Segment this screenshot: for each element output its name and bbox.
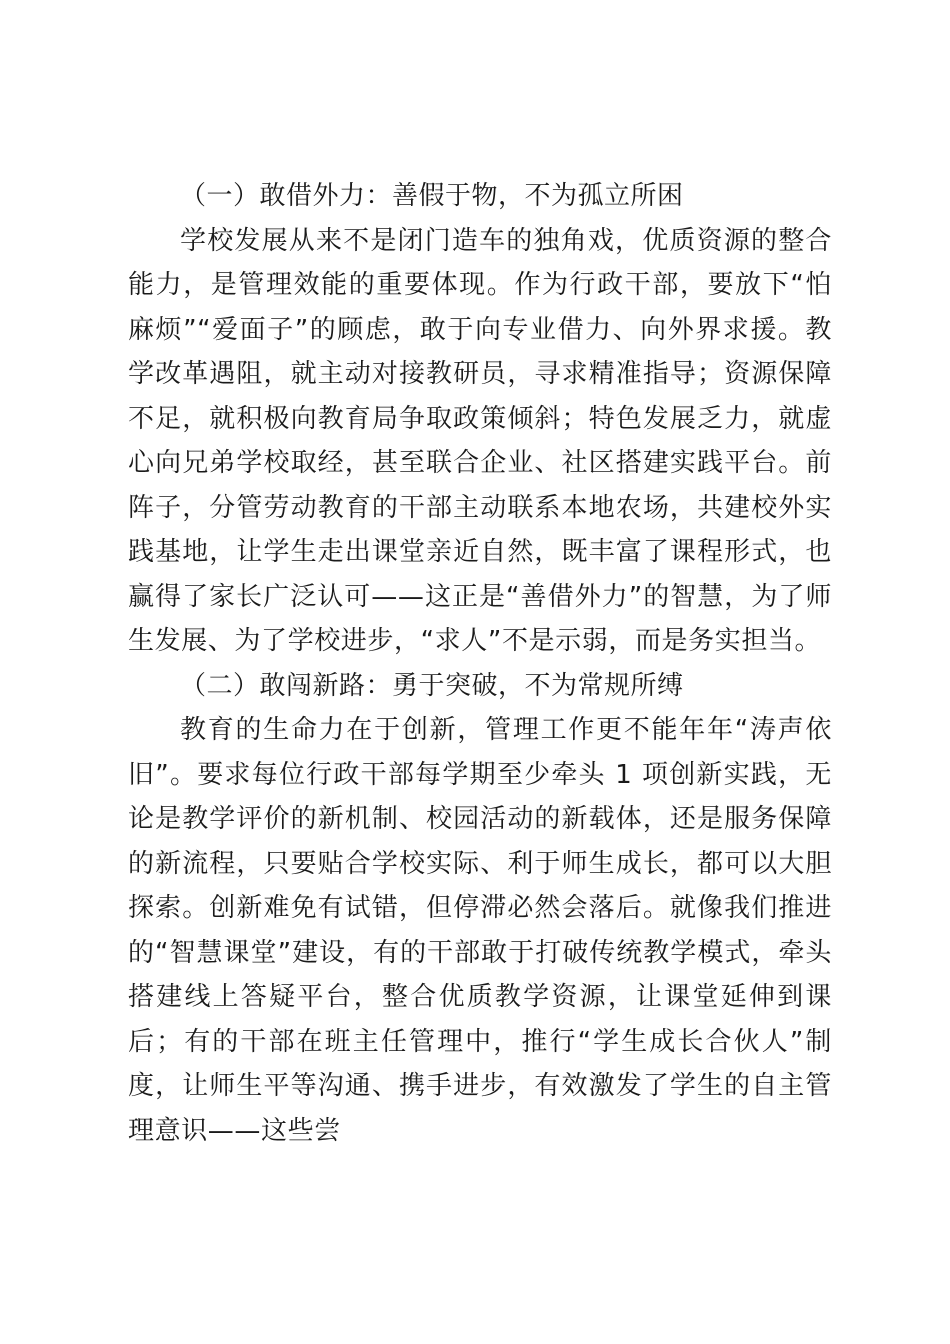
section-1-heading: （一）敢借外力：善假于物，不为孤立所困 [180,181,684,211]
section-2-paragraph: 教育的生命力在于创新，管理工作更不能年年“涛声依旧”。要求每位行政干部每学期至少牵头 1 项创新实践，无论是教学评价的新机制、校园活动的新载体，还是服务保障的新流程，只要贴合学校实际、利于师生成长，都可以大胆探索。创新难免有试错，但停滞必然会落后。就像我们推进的“智慧课堂”建设，有的干部敢于打破传统教学模式，牵头搭建线上答疑平台，整合优质教学资源，让课堂延伸到课后；有的干部在班主任管理中，推行“学生成长合伙人”制度，让师生平等沟通、携手进步，有效激发了学生的自主管理意识——这些尝 [128,715,832,1146]
section-1-paragraph: 学校发展从来不是闭门造车的独角戏，优质资源的整合能力，是管理效能的重要体现。作为行政干部，要放下“怕麻烦”“爱面子”的顾虑，敢于向专业借力、向外界求援。教学改革遇阻，就主动对接教研员，寻求精准指导；资源保障不足，就积极向教育局争取政策倾斜；特色发展乏力，就虚心向兄弟学校取经，甚至联合企业、社区搭建实践平台。前阵子，分管劳动教育的干部主动联系本地农场，共建校外实践基地，让学生走出课堂亲近自然，既丰富了课程形式，也赢得了家长广泛认可——这正是“善借外力”的智慧，为了师生发展、为了学校进步，“求人”不是示弱，而是务实担当。 [128,225,832,656]
section-2-heading: （二）敢闯新路：勇于突破，不为常规所缚 [180,670,684,701]
document-page [128,174,832,1153]
